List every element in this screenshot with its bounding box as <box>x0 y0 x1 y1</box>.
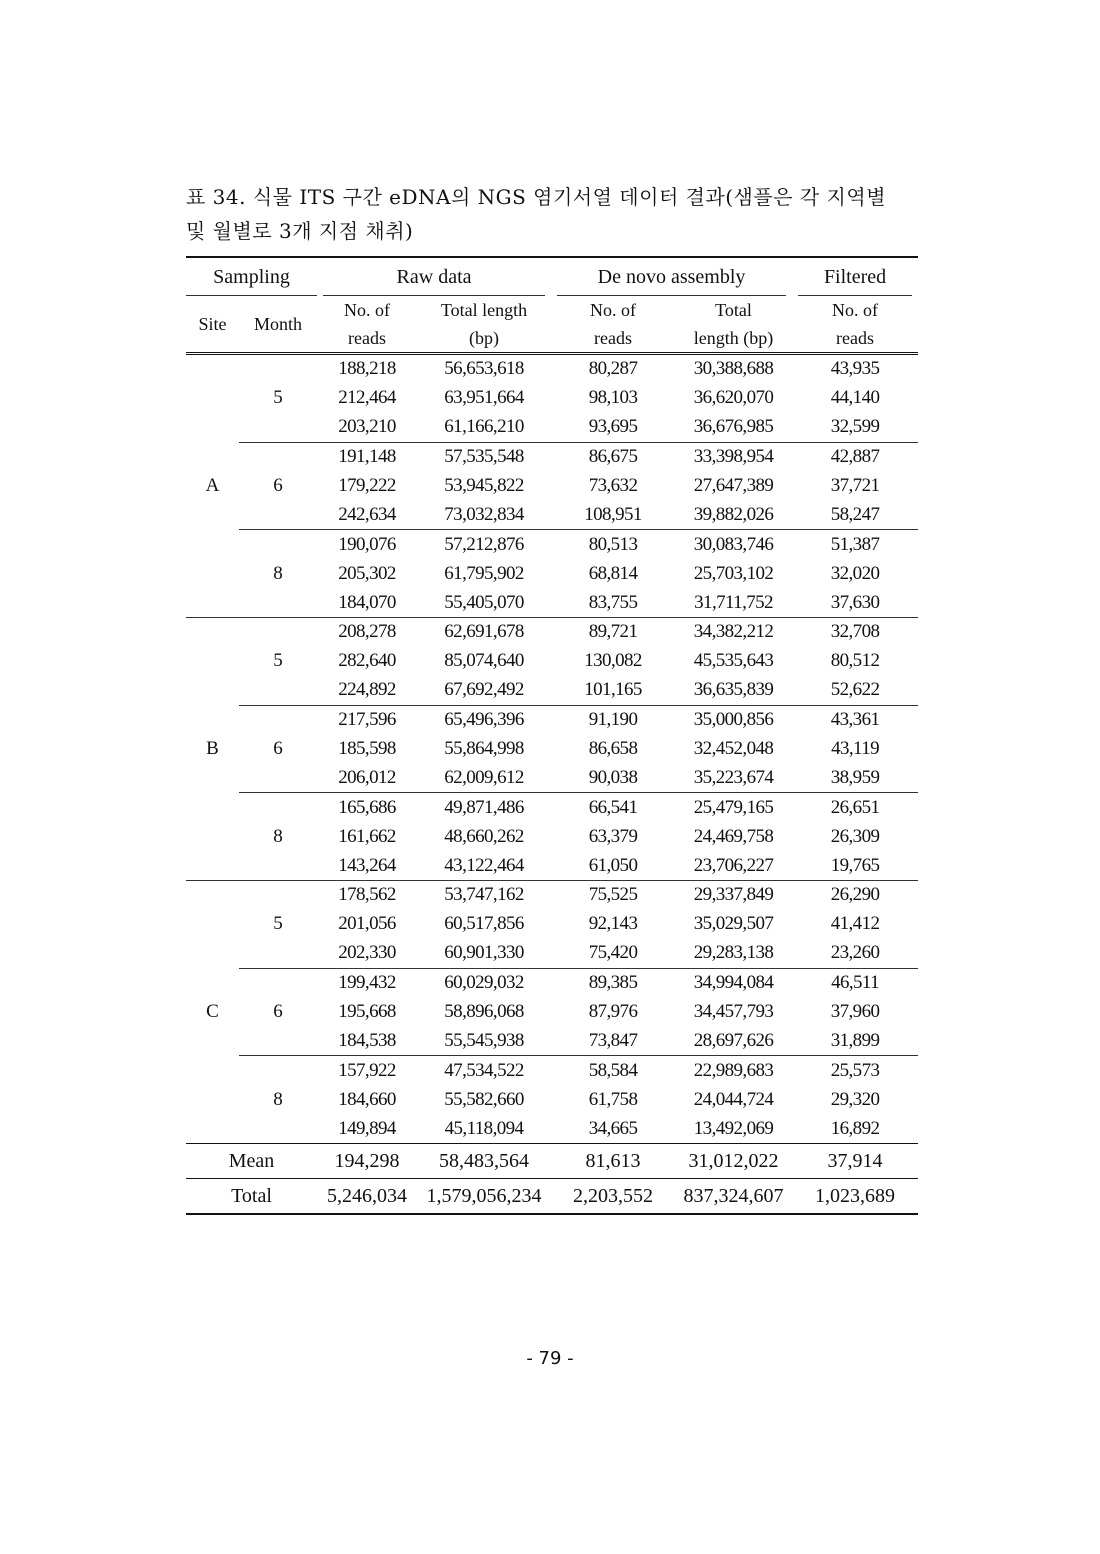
filtered-reads-cell: 23,260 <box>830 942 880 964</box>
table-caption <box>186 180 918 248</box>
denovo-length-cell: 29,283,138 <box>693 942 774 964</box>
denovo-length-cell: 35,223,674 <box>693 766 774 788</box>
total-raw-length: 1,579,056,234 <box>417 1179 551 1215</box>
denovo-reads-cell: 93,695 <box>588 416 638 438</box>
raw-length-cell: 55,582,660 <box>444 1088 524 1110</box>
month-cell: 8 <box>239 793 317 881</box>
raw-length-cell: 43,122,464 <box>444 854 524 876</box>
raw-reads-cell: 178,562 <box>317 881 417 910</box>
raw-length-cell: 60,901,330 <box>444 942 524 964</box>
raw-reads-cell: 206,012 <box>338 766 396 788</box>
denovo-length-cell: 13,492,069 <box>693 1117 774 1139</box>
denovo-length-cell: 36,676,985 <box>693 416 774 438</box>
raw-length-cell: 67,692,492 <box>444 679 524 701</box>
filtered-reads-cell: 38,959 <box>830 766 880 788</box>
raw-reads-cell: 157,922 <box>317 1056 417 1085</box>
filtered-reads-cell: 43,935 <box>830 358 880 380</box>
raw-reads-cell: 184,538 <box>338 1029 396 1051</box>
raw-reads-cell: 199,432 <box>317 968 417 997</box>
filtered-reads-cell: 41,412 <box>830 913 880 935</box>
filtered-reads-cell: 37,960 <box>830 1001 880 1023</box>
denovo-length-cell: 39,882,026 <box>693 503 774 525</box>
mean-row <box>186 1144 918 1179</box>
denovo-length-cell: 22,989,683 <box>675 1056 792 1085</box>
total-denovo-reads: 2,203,552 <box>551 1179 675 1215</box>
raw-length-cell: 60,517,856 <box>444 913 524 935</box>
total-raw-reads: 5,246,034 <box>317 1179 417 1215</box>
denovo-length-cell: 32,452,048 <box>693 738 774 760</box>
filtered-reads-cell: 58,247 <box>830 503 880 525</box>
raw-reads-cell: 201,056 <box>338 913 396 935</box>
mean-filtered-reads: 37,914 <box>792 1144 918 1179</box>
raw-reads-cell: 195,668 <box>338 1001 396 1023</box>
filtered-reads-cell: 32,599 <box>830 416 880 438</box>
filtered-reads-cell: 51,387 <box>792 530 918 559</box>
month-cell: 6 <box>239 705 317 793</box>
raw-length-cell: 47,534,522 <box>417 1056 551 1085</box>
header-site: Site <box>186 296 239 354</box>
denovo-length-cell: 30,083,746 <box>675 530 792 559</box>
raw-reads-cell: 224,892 <box>338 679 396 701</box>
filtered-reads-cell: 26,290 <box>792 881 918 910</box>
raw-length-cell: 45,118,094 <box>444 1117 524 1139</box>
denovo-reads-cell: 61,050 <box>588 854 638 876</box>
denovo-length-cell: 30,388,688 <box>693 358 774 380</box>
header-denovo-length: Total <box>715 299 752 320</box>
filtered-reads-cell: 26,651 <box>792 793 918 822</box>
raw-reads-cell: 188,218 <box>338 358 396 380</box>
denovo-length-cell: 33,398,954 <box>675 442 792 471</box>
table-body <box>186 354 918 1215</box>
raw-reads-cell: 143,264 <box>338 854 396 876</box>
raw-reads-cell: 161,662 <box>338 825 396 847</box>
raw-length-cell: 57,535,548 <box>417 442 551 471</box>
filtered-reads-cell: 25,573 <box>792 1056 918 1085</box>
denovo-length-cell: 29,337,849 <box>675 881 792 910</box>
raw-reads-cell: 217,596 <box>317 705 417 734</box>
denovo-reads-cell: 75,525 <box>551 881 675 910</box>
denovo-length-cell: 34,994,084 <box>675 968 792 997</box>
header-filtered-reads-2: reads <box>792 324 918 354</box>
denovo-reads-cell: 58,584 <box>551 1056 675 1085</box>
denovo-length-cell: 45,535,643 <box>693 650 774 672</box>
raw-reads-cell: 202,330 <box>338 942 396 964</box>
denovo-reads-cell: 86,658 <box>588 738 638 760</box>
caption-line-2: 및 월별로 3개 지점 채취) <box>186 219 414 243</box>
mean-denovo-reads: 81,613 <box>551 1144 675 1179</box>
denovo-length-cell: 36,620,070 <box>693 387 774 409</box>
mean-raw-length: 58,483,564 <box>417 1144 551 1179</box>
filtered-reads-cell: 42,887 <box>792 442 918 471</box>
raw-reads-cell: 205,302 <box>338 562 396 584</box>
table-row <box>186 793 918 822</box>
raw-reads-cell: 190,076 <box>317 530 417 559</box>
table-row <box>186 442 918 471</box>
filtered-reads-cell: 26,309 <box>830 825 880 847</box>
header-raw-length-2: (bp) <box>417 324 551 354</box>
header-raw-length: Total length <box>440 299 528 320</box>
raw-length-cell: 57,212,876 <box>417 530 551 559</box>
total-row <box>186 1179 918 1215</box>
filtered-reads-cell: 19,765 <box>830 854 880 876</box>
raw-length-cell: 62,691,678 <box>417 618 551 647</box>
header-filtered-reads: No. of <box>832 299 879 320</box>
raw-length-cell: 53,945,822 <box>444 475 524 496</box>
denovo-reads-cell: 73,847 <box>588 1029 638 1051</box>
header-month: Month <box>239 296 317 354</box>
filtered-reads-cell: 37,721 <box>830 475 880 496</box>
raw-length-cell: 55,864,998 <box>444 738 524 760</box>
header-raw-reads-2: reads <box>317 324 417 354</box>
site-cell: A <box>205 475 220 496</box>
header-de-novo-assembly: De novo assembly <box>551 257 792 296</box>
filtered-reads-cell: 32,020 <box>830 562 880 584</box>
denovo-reads-cell: 80,287 <box>588 358 638 380</box>
raw-reads-cell: 165,686 <box>317 793 417 822</box>
raw-reads-cell: 184,660 <box>338 1088 396 1110</box>
denovo-length-cell: 25,479,165 <box>675 793 792 822</box>
raw-length-cell: 56,653,618 <box>444 358 524 380</box>
raw-length-cell: 62,009,612 <box>444 766 524 788</box>
raw-length-cell: 55,405,070 <box>444 591 524 613</box>
denovo-reads-cell: 34,665 <box>588 1117 638 1139</box>
raw-reads-cell: 282,640 <box>338 650 396 672</box>
denovo-length-cell: 25,703,102 <box>693 562 774 584</box>
denovo-reads-cell: 101,165 <box>584 679 642 701</box>
denovo-length-cell: 28,697,626 <box>693 1029 774 1051</box>
raw-length-cell: 58,896,068 <box>444 1001 524 1023</box>
raw-reads-cell: 179,222 <box>338 475 396 496</box>
denovo-reads-cell: 80,513 <box>551 530 675 559</box>
denovo-length-cell: 34,457,793 <box>693 1001 774 1023</box>
mean-label: Mean <box>186 1144 317 1179</box>
filtered-reads-cell: 32,708 <box>792 618 918 647</box>
raw-length-cell: 61,166,210 <box>444 416 524 438</box>
month-cell: 5 <box>239 618 317 706</box>
denovo-reads-cell: 98,103 <box>588 387 638 409</box>
table-row <box>186 1056 918 1085</box>
denovo-length-cell: 23,706,227 <box>693 854 774 876</box>
ngs-results-table <box>186 256 918 1215</box>
total-label: Total <box>186 1179 317 1215</box>
table-row <box>186 618 918 647</box>
raw-reads-cell: 191,148 <box>317 442 417 471</box>
mean-denovo-length: 31,012,022 <box>675 1144 792 1179</box>
raw-length-cell: 65,496,396 <box>417 705 551 734</box>
total-filtered-reads: 1,023,689 <box>792 1179 918 1215</box>
table-row <box>186 881 918 910</box>
header-filtered: Filtered <box>792 257 918 296</box>
denovo-length-cell: 24,469,758 <box>693 825 774 847</box>
raw-length-cell: 53,747,162 <box>417 881 551 910</box>
denovo-reads-cell: 73,632 <box>588 475 638 496</box>
table-row <box>186 530 918 559</box>
denovo-reads-cell: 61,758 <box>588 1088 638 1110</box>
month-cell: 8 <box>239 1056 317 1144</box>
table-row <box>186 968 918 997</box>
raw-reads-cell: 184,070 <box>338 591 396 613</box>
raw-reads-cell: 185,598 <box>338 738 396 760</box>
month-cell: 6 <box>239 442 317 530</box>
denovo-reads-cell: 92,143 <box>588 913 638 935</box>
header-denovo-reads-2: reads <box>551 324 675 354</box>
denovo-length-cell: 35,000,856 <box>675 705 792 734</box>
denovo-reads-cell: 91,190 <box>551 705 675 734</box>
denovo-reads-cell: 89,721 <box>551 618 675 647</box>
header-denovo-length-2: length (bp) <box>675 324 792 354</box>
denovo-reads-cell: 87,976 <box>588 1001 638 1023</box>
total-denovo-length: 837,324,607 <box>675 1179 792 1215</box>
month-cell: 6 <box>239 968 317 1056</box>
filtered-reads-cell: 37,630 <box>830 591 880 613</box>
denovo-reads-cell: 68,814 <box>588 562 638 584</box>
denovo-reads-cell: 108,951 <box>584 503 642 525</box>
denovo-reads-cell: 75,420 <box>588 942 638 964</box>
denovo-reads-cell: 90,038 <box>588 766 638 788</box>
raw-reads-cell: 212,464 <box>338 387 396 409</box>
filtered-reads-cell: 43,119 <box>831 738 880 760</box>
denovo-length-cell: 36,635,839 <box>693 679 774 701</box>
denovo-reads-cell: 89,385 <box>551 968 675 997</box>
raw-length-cell: 63,951,664 <box>444 387 524 409</box>
raw-length-cell: 55,545,938 <box>444 1029 524 1051</box>
denovo-reads-cell: 83,755 <box>588 591 638 613</box>
filtered-reads-cell: 31,899 <box>830 1029 880 1051</box>
raw-length-cell: 49,871,486 <box>417 793 551 822</box>
filtered-reads-cell: 44,140 <box>830 387 880 409</box>
raw-reads-cell: 149,894 <box>338 1117 396 1139</box>
denovo-reads-cell: 130,082 <box>584 650 642 672</box>
denovo-length-cell: 34,382,212 <box>675 618 792 647</box>
denovo-length-cell: 27,647,389 <box>693 475 774 496</box>
denovo-length-cell: 24,044,724 <box>693 1088 774 1110</box>
filtered-reads-cell: 16,892 <box>830 1117 880 1139</box>
header-denovo-reads: No. of <box>590 299 637 320</box>
denovo-reads-cell: 66,541 <box>551 793 675 822</box>
header-raw-reads: No. of <box>344 299 391 320</box>
filtered-reads-cell: 29,320 <box>830 1088 880 1110</box>
filtered-reads-cell: 43,361 <box>792 705 918 734</box>
filtered-reads-cell: 52,622 <box>830 679 880 701</box>
month-cell: 5 <box>239 881 317 969</box>
raw-length-cell: 61,795,902 <box>444 562 524 584</box>
header-raw-data: Raw data <box>317 257 551 296</box>
filtered-reads-cell: 80,512 <box>830 650 880 672</box>
table-row <box>186 354 918 384</box>
denovo-reads-cell: 63,379 <box>588 825 638 847</box>
table-row <box>186 705 918 734</box>
site-cell: C <box>186 881 239 1144</box>
raw-reads-cell: 203,210 <box>338 416 396 438</box>
caption-line-1: 표 34. 식물 ITS 구간 eDNA의 NGS 염기서열 데이터 결과(샘플은 각 지역별 <box>186 185 887 209</box>
raw-length-cell: 60,029,032 <box>417 968 551 997</box>
header-sampling: Sampling <box>186 257 317 296</box>
raw-reads-cell: 242,634 <box>338 503 396 525</box>
month-cell: 5 <box>273 387 283 409</box>
month-cell: 8 <box>239 530 317 618</box>
denovo-reads-cell: 86,675 <box>551 442 675 471</box>
raw-length-cell: 48,660,262 <box>444 825 524 847</box>
mean-raw-reads: 194,298 <box>317 1144 417 1179</box>
denovo-length-cell: 31,711,752 <box>694 591 773 613</box>
raw-length-cell: 85,074,640 <box>444 650 524 672</box>
page-number: - 79 - <box>526 1348 574 1369</box>
raw-reads-cell: 208,278 <box>317 618 417 647</box>
site-cell: B <box>186 618 239 881</box>
denovo-length-cell: 35,029,507 <box>693 913 774 935</box>
raw-length-cell: 73,032,834 <box>444 503 524 525</box>
filtered-reads-cell: 46,511 <box>792 968 918 997</box>
